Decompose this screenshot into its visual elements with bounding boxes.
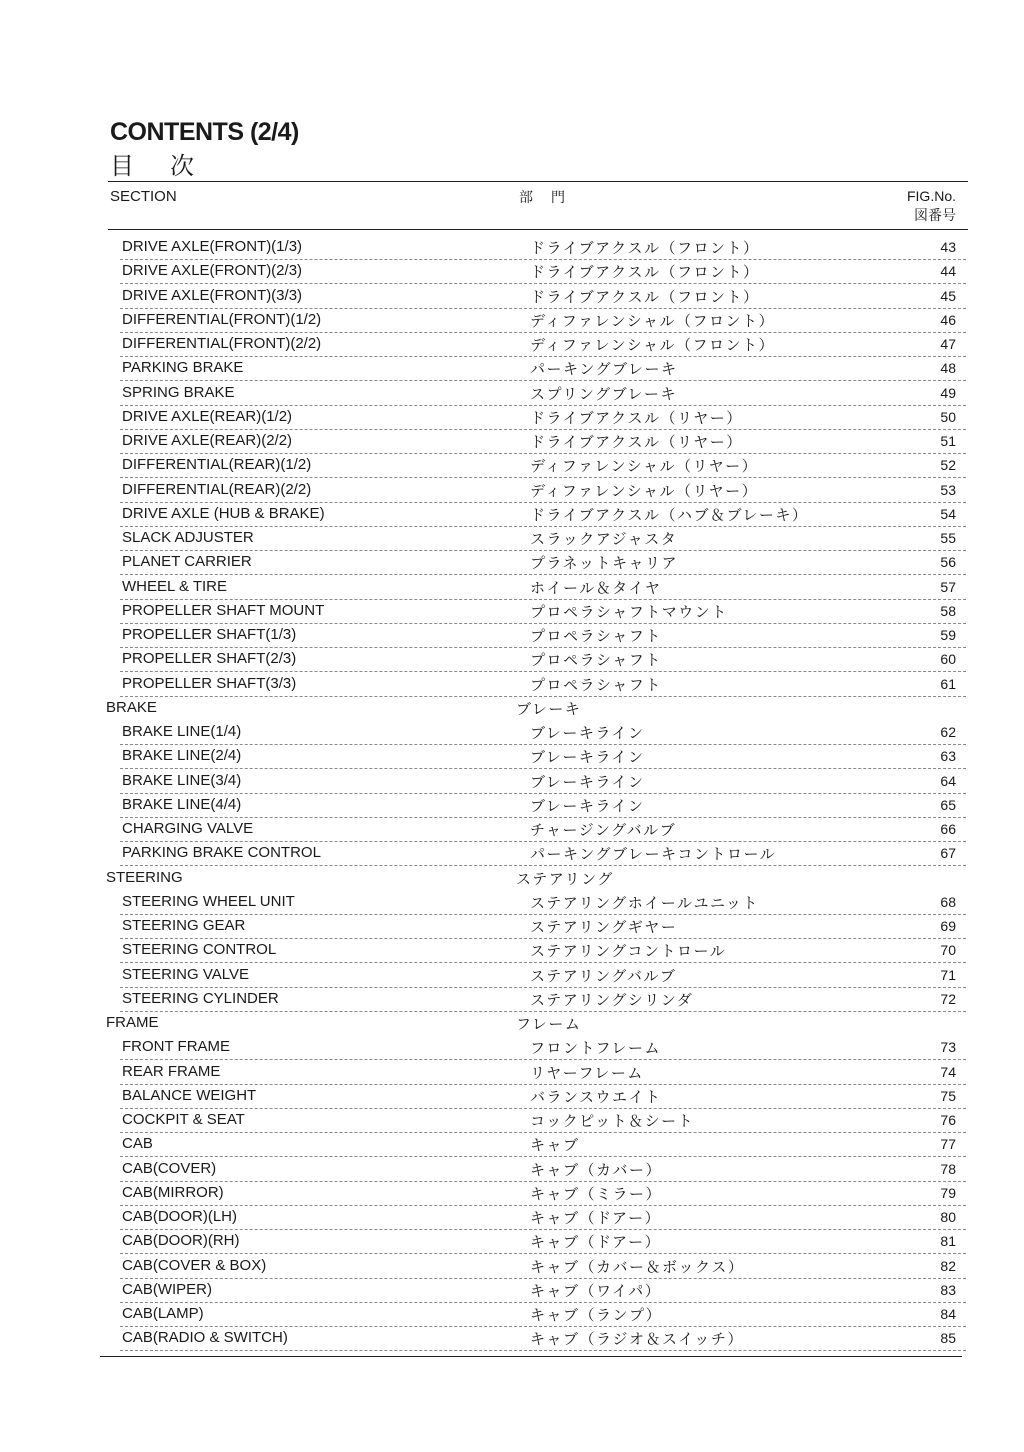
item-name-japanese: ドライブアクスル（フロント） [530, 263, 760, 282]
item-name: DIFFERENTIAL(REAR)(1/2) [122, 456, 312, 474]
header-bottom-rule [108, 229, 968, 230]
item-name-japanese: リヤーフレーム [530, 1063, 644, 1082]
item-name-japanese: コックピット＆シート [530, 1112, 695, 1130]
item-name: DIFFERENTIAL(FRONT)(1/2) [122, 310, 322, 328]
contents-row [0, 794, 1024, 818]
item-name-japanese: スプリングブレーキ [530, 384, 678, 403]
section-name: BRAKE [106, 698, 157, 716]
item-name: PROPELLER SHAFT(2/3) [122, 650, 297, 668]
fig-number: 57 [940, 578, 956, 595]
contents-row [0, 357, 1024, 381]
item-name-japanese: プロペラシャフトマウント [530, 602, 728, 621]
fig-number: 75 [940, 1087, 956, 1104]
item-name: BRAKE LINE(2/4) [122, 747, 242, 765]
item-name-japanese: ホイール＆タイヤ [530, 578, 662, 597]
item-name-japanese: キャブ（ラジオ＆スイッチ） [530, 1330, 744, 1349]
item-name-japanese: ブレーキライン [530, 748, 645, 767]
fig-number: 85 [940, 1330, 956, 1347]
item-name-japanese: フロントフレーム [530, 1039, 661, 1058]
item-name: CAB(WIPER) [122, 1280, 212, 1298]
item-name: STEERING VALVE [122, 965, 249, 983]
contents-row [0, 891, 1024, 915]
item-name-japanese: キャブ（ミラー） [530, 1184, 663, 1203]
item-name: STEERING WHEEL UNIT [122, 892, 295, 910]
contents-row [0, 1036, 1024, 1060]
item-name-japanese: プロペラシャフト [530, 627, 662, 645]
item-name: BALANCE WEIGHT [122, 1086, 257, 1104]
contents-row [0, 624, 1024, 648]
contents-row [0, 430, 1024, 454]
contents-row [0, 260, 1024, 284]
column-header-fig-no: FIG.No. [906, 188, 956, 204]
row-leader-line [120, 1350, 966, 1351]
item-name: DRIVE AXLE(REAR)(2/2) [122, 432, 293, 449]
fig-number: 80 [940, 1209, 956, 1225]
fig-number: 79 [940, 1184, 956, 1201]
contents-row [0, 1230, 1024, 1254]
fig-number: 61 [940, 675, 956, 692]
item-name-japanese: プラネットキャリア [530, 554, 679, 573]
item-name: WHEEL & TIRE [122, 577, 228, 595]
item-name-japanese: スラックアジャスタ [530, 530, 678, 548]
item-name: PARKING BRAKE [122, 359, 244, 377]
item-name: CAB(MIRROR) [122, 1183, 224, 1201]
fig-number: 69 [940, 918, 956, 934]
page-title: CONTENTS (2/4) [110, 118, 299, 146]
item-name-japanese: ドライブアクスル（フロント） [530, 239, 760, 257]
fig-number: 70 [940, 942, 956, 959]
item-name: CAB(DOOR)(RH) [122, 1232, 240, 1250]
fig-number: 58 [940, 602, 956, 619]
contents-row [0, 551, 1024, 575]
item-name-japanese: ドライブアクスル（ハブ＆ブレーキ） [530, 505, 809, 524]
fig-number: 65 [940, 796, 956, 813]
section-name-japanese: フレーム [516, 1015, 582, 1033]
item-name: PROPELLER SHAFT(3/3) [122, 674, 297, 692]
fig-number: 84 [940, 1306, 956, 1322]
item-name: PROPELLER SHAFT(1/3) [122, 626, 297, 643]
section-name-japanese: ステアリング [516, 869, 614, 888]
item-name-japanese: パーキングブレーキコントロール [530, 845, 777, 864]
item-name: COCKPIT & SEAT [122, 1111, 245, 1128]
fig-number: 53 [940, 481, 956, 498]
item-name-japanese: ディファレンシャル（フロント） [530, 311, 775, 330]
contents-row [0, 527, 1024, 551]
fig-number: 66 [940, 821, 956, 837]
item-name: CAB [122, 1135, 153, 1153]
contents-row [0, 721, 1024, 745]
item-name-japanese: ディファレンシャル（リヤー） [530, 481, 759, 500]
fig-number: 82 [940, 1257, 956, 1274]
contents-row [0, 236, 1024, 260]
fig-number: 72 [940, 990, 956, 1007]
item-name-japanese: キャブ（カバー＆ボックス） [530, 1257, 745, 1276]
column-header-fig-no-japanese: 図番号 [914, 208, 956, 224]
contents-row [0, 382, 1024, 406]
fig-number: 59 [940, 627, 956, 643]
item-name: SLACK ADJUSTER [122, 529, 254, 546]
fig-number: 64 [940, 772, 956, 789]
item-name: CHARGING VALVE [122, 820, 254, 837]
contents-row [0, 1109, 1024, 1133]
contents-row [0, 1182, 1024, 1206]
item-name: CAB(LAMP) [122, 1305, 204, 1322]
item-name-japanese: ブレーキライン [530, 724, 645, 742]
item-name-japanese: ステアリングギヤー [530, 918, 678, 936]
item-name: STEERING GEAR [122, 917, 246, 934]
contents-row [0, 1206, 1024, 1230]
contents-row [0, 745, 1024, 769]
item-name: CAB(RADIO & SWITCH) [122, 1329, 288, 1347]
fig-number: 56 [940, 554, 956, 571]
fig-number: 62 [940, 724, 956, 740]
contents-row [0, 576, 1024, 600]
item-name: STEERING CYLINDER [122, 989, 279, 1007]
item-name: DRIVE AXLE(REAR)(1/2) [122, 407, 293, 425]
section-name-japanese: ブレーキ [516, 699, 582, 718]
item-name: SPRING BRAKE [122, 383, 235, 401]
fig-number: 48 [940, 360, 956, 377]
item-name: DRIVE AXLE(FRONT)(1/3) [122, 238, 303, 255]
item-name: PLANET CARRIER [122, 553, 252, 571]
fig-number: 54 [940, 505, 956, 522]
fig-number: 51 [940, 433, 956, 449]
page-title-japanese: 目 次 [110, 152, 200, 180]
item-name-japanese: キャブ（ドアー） [530, 1209, 662, 1227]
item-name: CAB(DOOR)(LH) [122, 1208, 237, 1225]
fig-number: 71 [940, 966, 956, 983]
fig-number: 50 [940, 408, 956, 425]
fig-number: 68 [940, 893, 956, 910]
item-name: CAB(COVER) [122, 1159, 217, 1177]
contents-row [0, 454, 1024, 478]
section-name: FRAME [106, 1014, 159, 1031]
item-name-japanese: チャージングバルブ [530, 821, 677, 839]
item-name-japanese: ステアリングシリンダ [530, 990, 694, 1009]
contents-row [0, 915, 1024, 939]
fig-number: 45 [940, 287, 956, 304]
item-name-japanese: ドライブアクスル（フロント） [530, 287, 760, 306]
item-name-japanese: ステアリングホイールユニット [530, 893, 759, 912]
contents-row [0, 406, 1024, 430]
contents-row [0, 1061, 1024, 1085]
item-name: DIFFERENTIAL(REAR)(2/2) [122, 480, 312, 498]
fig-number: 76 [940, 1112, 956, 1128]
item-name: REAR FRAME [122, 1062, 221, 1080]
contents-row [0, 648, 1024, 672]
item-name-japanese: ブレーキライン [530, 772, 645, 791]
contents-row [0, 988, 1024, 1012]
item-name: BRAKE LINE(1/4) [122, 723, 242, 740]
fig-number: 46 [940, 311, 956, 328]
section-name: STEERING [106, 868, 183, 886]
contents-row [0, 309, 1024, 333]
item-name-japanese: キャブ（ワイパ） [530, 1281, 662, 1300]
fig-number: 55 [940, 530, 956, 546]
fig-number: 67 [940, 845, 956, 862]
item-name: CAB(COVER & BOX) [122, 1256, 267, 1274]
footer-rule [100, 1356, 962, 1357]
item-name: PARKING BRAKE CONTROL [122, 844, 321, 862]
contents-row [0, 1279, 1024, 1303]
header-top-rule [108, 181, 968, 182]
contents-row [0, 1303, 1024, 1327]
contents-row [0, 479, 1024, 503]
item-name: DRIVE AXLE(FRONT)(2/3) [122, 262, 303, 280]
item-name: DIFFERENTIAL(FRONT)(2/2) [122, 335, 322, 352]
contents-row [0, 333, 1024, 357]
fig-number: 78 [940, 1160, 956, 1177]
fig-number: 74 [940, 1063, 956, 1080]
item-name-japanese: ドライブアクスル（リヤー） [530, 408, 743, 427]
contents-row [0, 1133, 1024, 1157]
fig-number: 81 [940, 1233, 956, 1250]
fig-number: 44 [940, 263, 956, 280]
item-name: BRAKE LINE(4/4) [122, 795, 242, 813]
fig-number: 73 [940, 1039, 956, 1056]
item-name-japanese: プロペラシャフト [530, 651, 662, 670]
contents-row [0, 285, 1024, 309]
item-name-japanese: ステアリングコントロール [530, 942, 727, 961]
item-name-japanese: キャブ（カバー） [530, 1160, 663, 1179]
item-name-japanese: ドライブアクスル（リヤー） [530, 433, 743, 451]
section-heading-row [0, 867, 1024, 891]
column-header-bumon: 部 門 [519, 190, 567, 206]
fig-number: 43 [940, 239, 956, 255]
item-name-japanese: プロペラシャフト [530, 675, 662, 694]
contents-row [0, 818, 1024, 842]
contents-row [0, 600, 1024, 624]
contents-row [0, 1085, 1024, 1109]
contents-row [0, 503, 1024, 527]
item-name: FRONT FRAME [122, 1038, 231, 1056]
fig-number: 49 [940, 384, 956, 401]
contents-row [0, 673, 1024, 697]
item-name-japanese: ディファレンシャル（リヤー） [530, 457, 759, 476]
contents-row [0, 842, 1024, 866]
fig-number: 60 [940, 651, 956, 668]
contents-row [0, 939, 1024, 963]
item-name: DRIVE AXLE(FRONT)(3/3) [122, 286, 303, 304]
column-header-section: SECTION [110, 188, 177, 205]
contents-row [0, 770, 1024, 794]
section-heading-row [0, 1012, 1024, 1036]
fig-number: 47 [940, 336, 956, 352]
item-name-japanese: ディファレンシャル（フロント） [530, 336, 775, 354]
item-name: PROPELLER SHAFT MOUNT [122, 601, 325, 619]
item-name-japanese: バランスウエイト [530, 1087, 662, 1106]
item-name-japanese: ブレーキライン [530, 796, 645, 815]
fig-number: 83 [940, 1281, 956, 1298]
item-name-japanese: キャブ（ランプ） [530, 1306, 663, 1324]
contents-row [0, 1158, 1024, 1182]
contents-row [0, 964, 1024, 988]
fig-number: 63 [940, 748, 956, 765]
item-name-japanese: キャブ（ドアー） [530, 1233, 662, 1252]
item-name-japanese: ステアリングバルブ [530, 966, 677, 985]
contents-row [0, 1255, 1024, 1279]
item-name: DRIVE AXLE (HUB & BRAKE) [122, 504, 325, 522]
item-name: STEERING CONTROL [122, 941, 277, 959]
item-name-japanese: パーキングブレーキ [530, 360, 678, 379]
fig-number: 77 [940, 1136, 956, 1153]
item-name: BRAKE LINE(3/4) [122, 771, 242, 789]
section-heading-row [0, 697, 1024, 721]
item-name-japanese: キャブ [530, 1136, 580, 1155]
contents-row [0, 1327, 1024, 1351]
fig-number: 52 [940, 457, 956, 474]
